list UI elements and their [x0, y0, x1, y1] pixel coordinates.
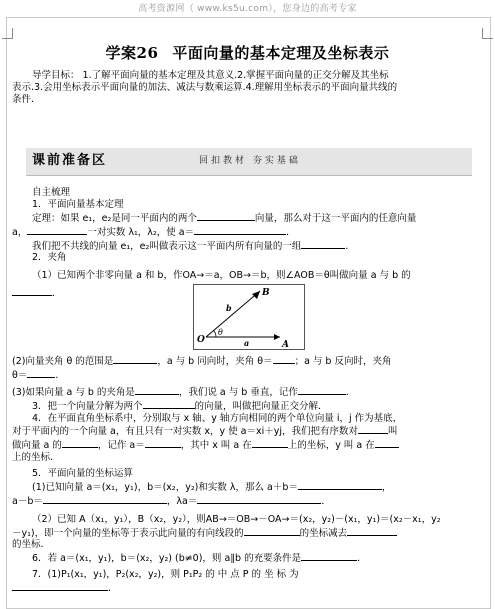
fill-blank: [252, 438, 288, 448]
fill-blank: [135, 385, 179, 395]
crop-mark: [2, 28, 13, 39]
fill-blank: [43, 494, 167, 504]
banner-label: 课前准备区: [32, 153, 108, 168]
watermark: 高考资源网（ www.ks5u.com），您身边的高考专家: [138, 4, 357, 14]
arrowhead-icon: [274, 334, 280, 340]
goals-line: 条件．: [12, 93, 41, 105]
section-heading: 自主梳理: [32, 187, 71, 198]
fill-blank: [27, 225, 87, 235]
coordinate-line: 做向量 a 的 ，记作 a＝ ，其中 x 叫 a 在 上的坐标，y 叫 a 在: [12, 438, 485, 452]
section-banner: [26, 148, 472, 176]
angle-range-line-2: θ＝ ．: [12, 369, 65, 381]
fill-blank: [194, 225, 286, 235]
fill-blank: [12, 581, 108, 591]
midpoint-line: 7．(1)P₁(x₁，y₁)，P₂(x₂，y₂)，则 P₁P₂ 的 中 点 P 的 坐 标 为: [32, 569, 299, 581]
coordinate-line: 4．在平面直角坐标系中，分别取与 x 轴、y 轴方向相同的两个单位向量 i，j 作为基底，: [32, 412, 403, 424]
fill-blank: [301, 239, 345, 249]
arrowhead-icon: [252, 291, 260, 299]
title-number: 学案26: [105, 44, 159, 62]
label-b: B: [262, 288, 270, 298]
label-vector-a: a: [244, 338, 250, 348]
label-a: A: [282, 340, 289, 350]
collinear-line: 6．若 a＝(x₁，y₁)，b＝(x₂，y₂) (b≠0)，则 a∥b 的充要条件是 ．: [32, 553, 367, 565]
fill-blank: [62, 438, 98, 448]
angle-definition-end: ．: [12, 286, 485, 300]
item-title: 1．平面向量基本定理: [32, 198, 124, 210]
label-o: O: [197, 335, 205, 345]
goals-line: 导学目标： 1.了解平面向量的基本定理及其意义.2.掌握平面向量的正交分解及其坐标: [32, 70, 389, 81]
fill-blank: [375, 438, 399, 448]
page-title: [0, 44, 495, 63]
theorem-line: a， 一对实数 λ₁，λ₂，使 a＝ ．: [12, 226, 296, 238]
fill-blank: [27, 368, 55, 378]
fill-blank: [197, 494, 321, 504]
fill-blank: [347, 526, 397, 536]
title-text: 平面向量的基本定理及坐标表示: [172, 44, 390, 62]
fill-blank: [301, 551, 357, 561]
operation-line: 的坐标．: [12, 539, 51, 551]
fill-blank: [143, 399, 195, 409]
coordinate-line: 对于平面内的一个向量 a，有且只有一对实数 x，y 使 a＝xi＋yj，我们把有序数对 叫: [12, 426, 398, 438]
item-title: 2．夹角: [32, 252, 67, 264]
label-theta: θ: [218, 328, 223, 337]
operation-line: a－b＝ ，λa＝ ．: [12, 495, 331, 507]
fill-blank: [358, 424, 388, 434]
fill-blank: [298, 385, 346, 395]
banner-subtitle: 回扣教材 夯实基础: [199, 156, 301, 166]
orthogonal-line: 3．把一个向量分解为两个 的向量，叫做把向量正交分解．: [32, 400, 328, 412]
goals-line: 表示.3.会用坐标表示平面向量的加法、减法与数乘运算.4.理解用坐标表示的平面向量共线的: [12, 81, 398, 93]
basis-line: 我们把不共线的向量 e₁，e₂叫做表示这一平面内所有向量的一组 ．: [32, 240, 355, 252]
fill-blank: [113, 354, 157, 364]
theorem-line: 定理：如果 e₁，e₂是同一平面内的两个 向量，那么对于这一平面内的任意向量: [32, 212, 417, 224]
operation-line: (1)已知向量 a＝(x₁，y₁)，b＝(x₂，y₂)和实数 λ，那么 a＋b＝ ，: [32, 481, 392, 493]
fill-blank: [197, 211, 255, 221]
angle-arc: [214, 331, 216, 338]
coordinate-line: 上的坐标．: [12, 452, 60, 464]
operation-line: （2）已知 A（x₁，y₁），B（x₂，y₂），则AB→＝OB→－OA→＝(x₂，y₂)－(x₁，y₁)＝(x₂－x₁，y₂: [32, 513, 441, 525]
operation-line: －y₁)，即一个向量的坐标等于表示此向量的有向线段的 的坐标减去: [12, 526, 485, 540]
angle-section: [12, 354, 485, 595]
perpendicular-line: (3)如果向量 a 与 b 的夹角是 ，我们说 a 与 b 垂直，记作 ．: [12, 386, 356, 398]
vector-b-line: [206, 291, 260, 337]
fill-blank: [12, 286, 52, 296]
fill-blank: [145, 438, 181, 448]
midpoint-line-end: ．: [12, 581, 485, 595]
fill-blank: [298, 480, 382, 490]
angle-definition: （1）已知两个非零向量 a 和 b，作OA→＝a，OB→＝b，则∠AOB＝θ叫做向量 a 与 b 的: [32, 270, 411, 282]
label-vector-b: b: [226, 303, 232, 313]
crop-mark: [482, 28, 493, 39]
angle-range-line: (2)向量夹角 θ 的范围是 ，a 与 b 同向时，夹角 θ＝ ；a 与 b 反向时，夹角: [12, 356, 392, 367]
fill-blank: [273, 354, 295, 364]
learning-goals: [12, 70, 485, 106]
vector-angle-diagram: [193, 284, 305, 350]
fill-blank: [244, 526, 300, 536]
item-title: 5．平面向量的坐标运算: [32, 468, 134, 479]
